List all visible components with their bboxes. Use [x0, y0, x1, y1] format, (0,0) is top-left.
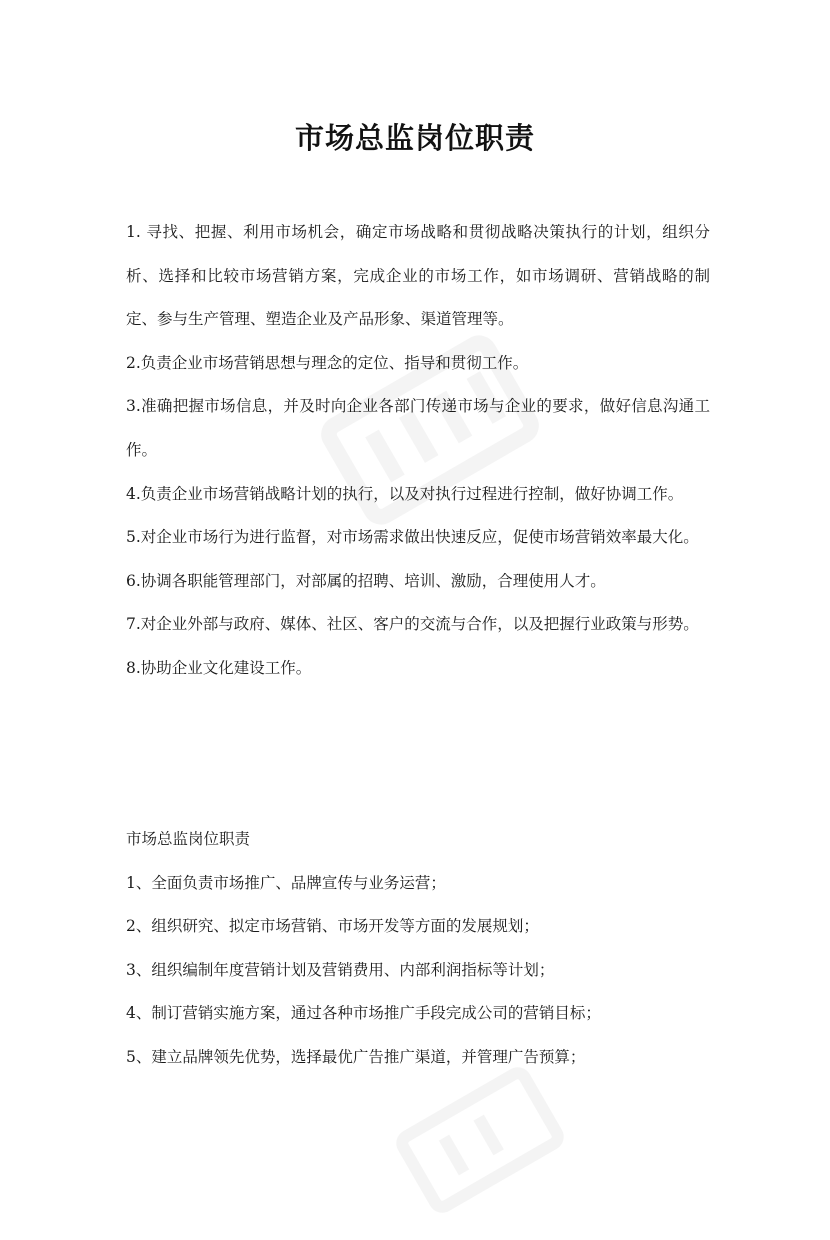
duty-item-5: 5.对企业市场行为进行监督，对市场需求做出快速反应，促使市场营销效率最大化。 — [126, 528, 699, 547]
duty-item-6: 6.协调各职能管理部门，对部属的招聘、培训、激励，合理使用人才。 — [126, 571, 606, 590]
page-title: 市场总监岗位职责 — [294, 121, 535, 155]
section2-item-4: 4、制订营销实施方案，通过各种市场推广手段完成公司的营销目标； — [126, 1004, 601, 1023]
duty-item-1: 1. 寻找、把握、利用市场机会，确定市场战略和贯彻战略决策执行的计划，组织分析、选择和比较市场营销方案，完成企业的市场工作，如市场调研、营销战略的制定、参与生产管理、塑造企业及产品形象、渠道管理等。 — [126, 223, 710, 329]
section2-item-3: 3、组织编制年度营销计划及营销费用、内部利润指标等计划； — [126, 960, 555, 979]
duty-item-2: 2.负责企业市场营销思想与理念的定位、指导和贯彻工作。 — [126, 353, 529, 372]
section2 — [126, 818, 710, 1080]
duty-item-3: 3.准确把握市场信息，并及时向企业各部门传递市场与企业的要求，做好信息沟通工作。 — [126, 397, 710, 459]
duty-item-4: 4.负责企业市场营销战略计划的执行，以及对执行过程进行控制，做好协调工作。 — [126, 484, 684, 503]
duty-item-8: 8.协助企业文化建设工作。 — [126, 658, 312, 677]
duty-item-7: 7.对企业外部与政府、媒体、社区、客户的交流与合作，以及把握行业政策与形势。 — [126, 615, 699, 634]
section2-item-1: 1、全面负责市场推广、品牌宣传与业务运营； — [126, 873, 446, 892]
section2-item-2: 2、组织研究、拟定市场营销、市场开发等方面的发展规划； — [126, 917, 539, 936]
section2-item-5: 5、建立品牌领先优势，选择最优广告推广渠道，并管理广告预算； — [126, 1047, 586, 1066]
section2-heading: 市场总监岗位职责 — [126, 830, 251, 848]
duties-list — [126, 211, 710, 691]
